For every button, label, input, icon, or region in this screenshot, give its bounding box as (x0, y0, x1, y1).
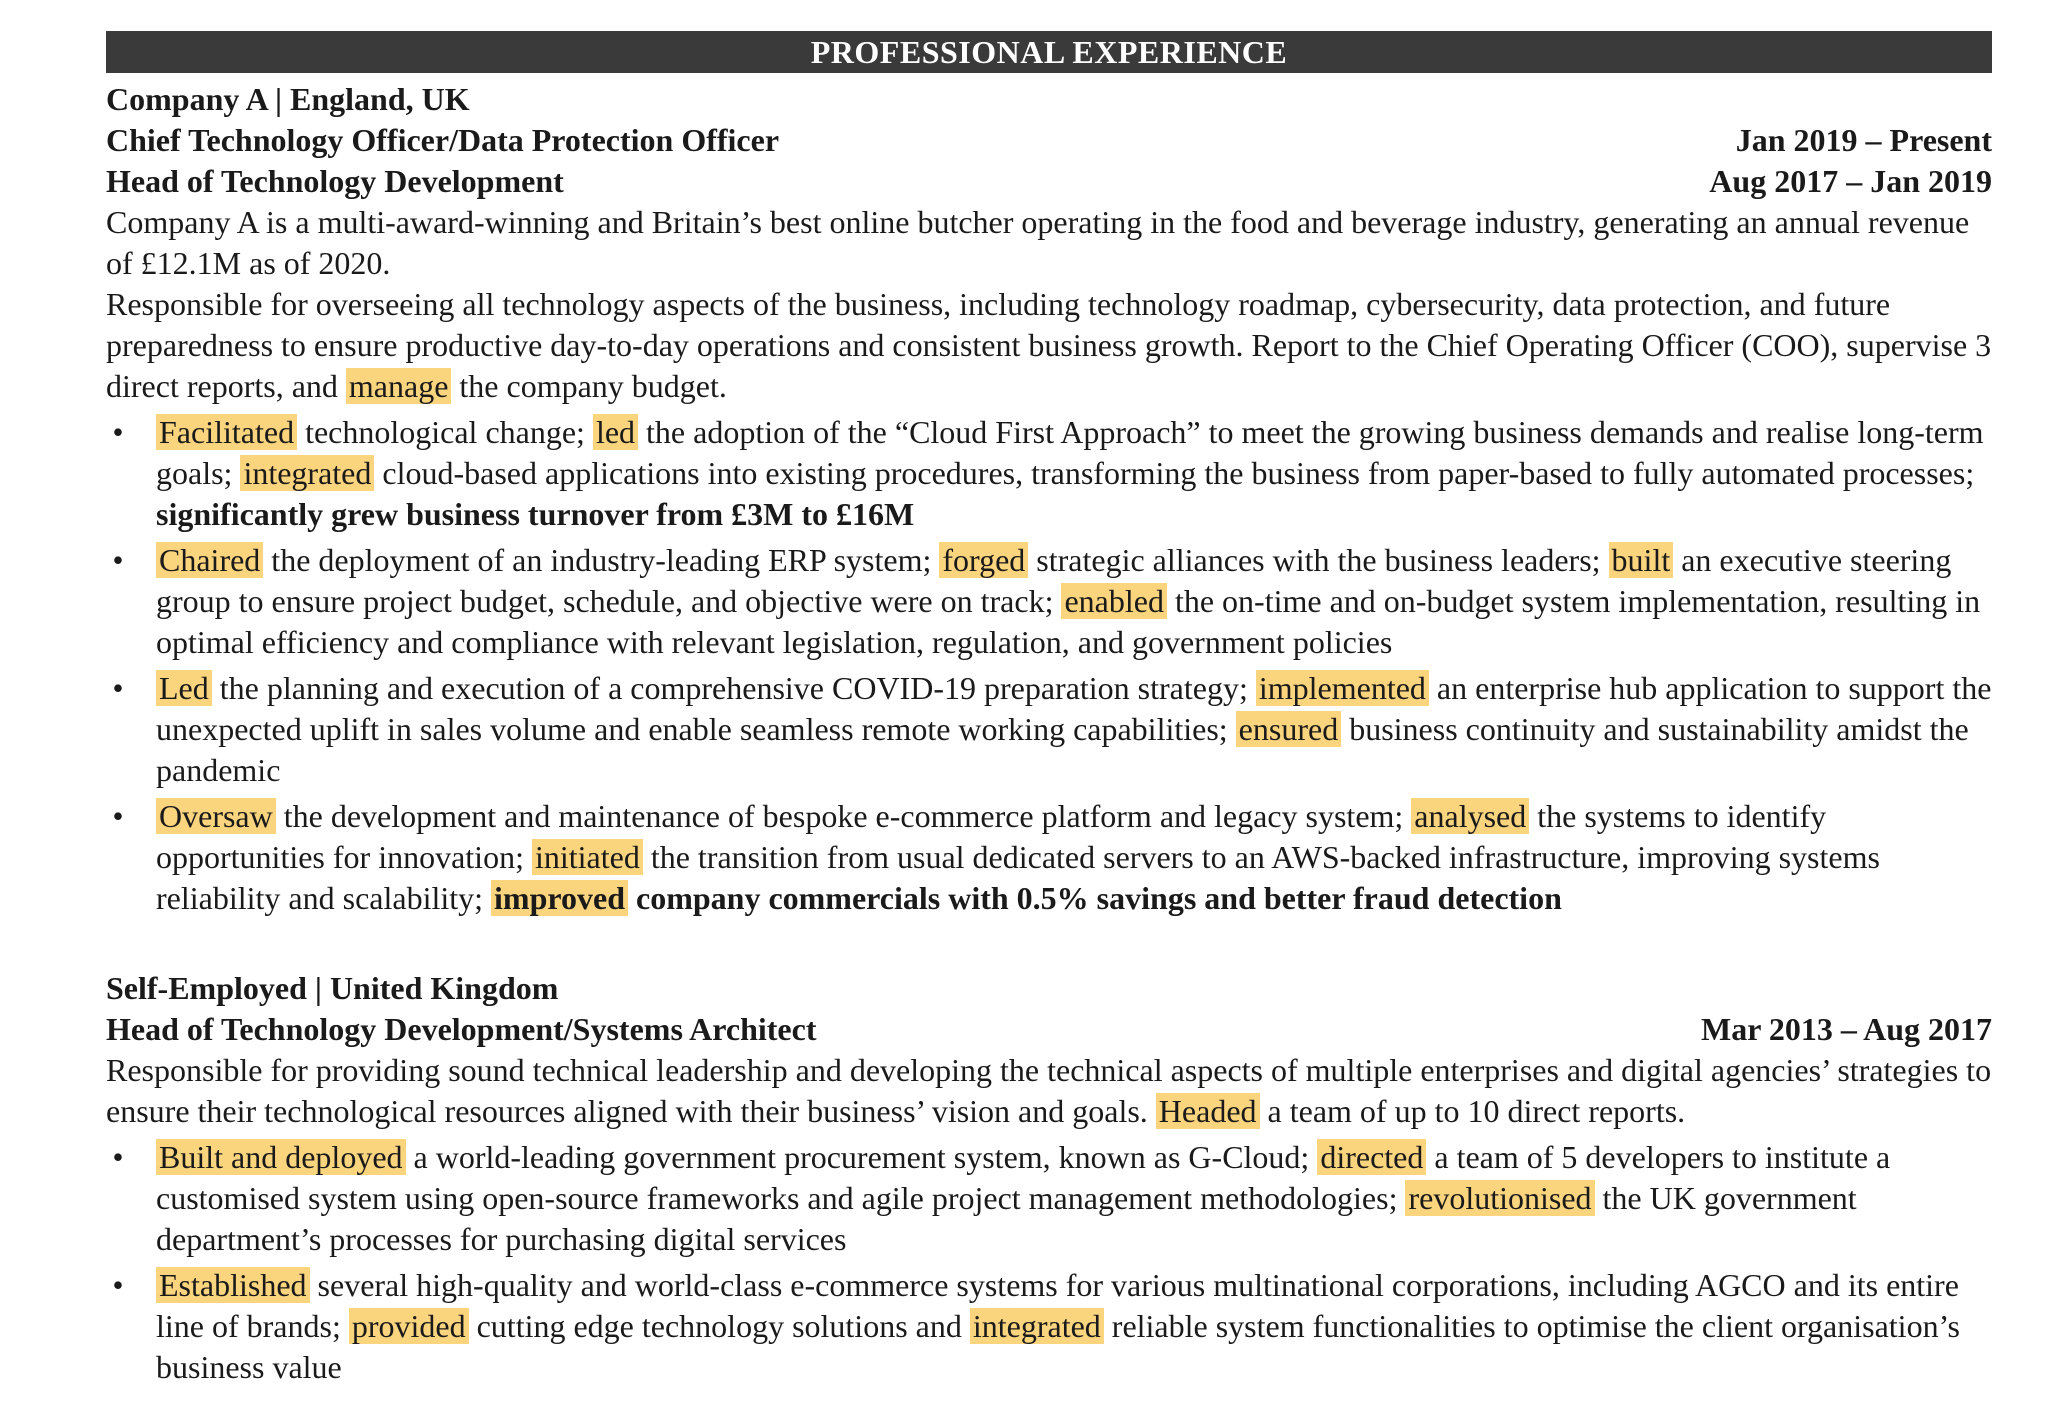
text-run: the systems to identify opportunities for innovation; (156, 798, 1827, 875)
text-run: technological change; (297, 414, 593, 450)
highlighted-verb: Oversaw (156, 798, 276, 834)
text-run: strategic alliances with the business leaders; (1028, 542, 1609, 578)
highlighted-verb: analysed (1411, 798, 1529, 834)
description-paragraph (106, 202, 1992, 284)
company-line: Self-Employed | United Kingdom (106, 970, 559, 1006)
text-run: reliable system functionalities to optimise the client organisation’s business value (156, 1308, 1960, 1385)
text-run: Company A is a multi-award-winning and Britain’s best online butcher operating in the food and beverage industry, generating an annual revenue of £12.1M as of 2020. (106, 204, 1970, 281)
role-dates: Aug 2017 – Jan 2019 (1709, 163, 1992, 199)
highlighted-verb: implemented (1256, 670, 1429, 706)
highlighted-verb: integrated (970, 1308, 1104, 1344)
achievement-list (106, 412, 1992, 919)
role-row (106, 1009, 1992, 1050)
achievement-item (106, 1137, 1992, 1260)
highlighted-verb: Facilitated (156, 414, 297, 450)
highlighted-verb: improved (491, 880, 628, 916)
bold-achievement: significantly grew business turnover from £3M to £16M (156, 496, 915, 532)
company-line: Company A | England, UK (106, 81, 470, 117)
role-title: Head of Technology Development/Systems Architect (106, 1011, 817, 1047)
bold-achievement: company commercials with 0.5% savings and better fraud detection (627, 880, 1562, 916)
achievement-item (106, 540, 1992, 663)
role-title: Head of Technology Development (106, 163, 564, 199)
bullet-icon: • (112, 798, 124, 834)
highlighted-verb: Led (156, 670, 212, 706)
highlighted-verb: built (1609, 542, 1674, 578)
text-run: a team of 5 developers to institute a customised system using open-source frameworks and agile project management methodologies; (156, 1139, 1891, 1216)
text-run: the transition from usual dedicated servers to an AWS-backed infrastructure, improving systems reliability and scalability; (156, 839, 1880, 916)
description-paragraph (106, 284, 1992, 407)
text-run: the company budget. (451, 368, 727, 404)
highlighted-verb: initiated (532, 839, 643, 875)
role-row (106, 120, 1992, 161)
text-run: Responsible for overseeing all technology aspects of the business, including technology roadmap, cybersecurity, data protection, and future preparedness to ensure productive day-to-day operations and consistent business growth. Report to the Chief Operating Officer (COO), supervise 3 direct reports, and (106, 286, 1992, 404)
text-run: Responsible for providing sound technical leadership and developing the technical aspects of multiple enterprises and digital agencies’ strategies to ensure their technological resources aligned with their business’ vision and goals. (106, 1052, 1992, 1129)
job-entry (106, 79, 1992, 919)
highlighted-verb: manage (346, 368, 452, 404)
bullet-icon: • (112, 670, 124, 706)
job-entry (106, 968, 1992, 1388)
highlighted-verb: led (593, 414, 638, 450)
role-row (106, 161, 1992, 202)
text-run: several high-quality and world-class e-commerce systems for various multinational corporations, including AGCO and its entire line of brands; (156, 1267, 1959, 1344)
description-paragraph (106, 1050, 1992, 1132)
section-title: PROFESSIONAL EXPERIENCE (106, 31, 1992, 73)
achievement-item (106, 1265, 1992, 1388)
bullet-icon: • (112, 1267, 124, 1303)
text-run: an executive steering group to ensure project budget, schedule, and objective were on track; (156, 542, 1952, 619)
highlighted-verb: provided (349, 1308, 469, 1344)
resume-page (106, 31, 1992, 1393)
role-dates: Mar 2013 – Aug 2017 (1701, 1011, 1992, 1047)
text-run: cloud-based applications into existing procedures, transforming the business from paper-based to fully automated processes; (374, 455, 1975, 491)
highlighted-verb: forged (939, 542, 1028, 578)
text-run: cutting edge technology solutions and (468, 1308, 970, 1344)
highlighted-verb: revolutionised (1405, 1180, 1594, 1216)
highlighted-verb: Built and deployed (156, 1139, 406, 1175)
section-gap (106, 924, 1992, 968)
role-dates: Jan 2019 – Present (1735, 122, 1992, 158)
text-run: the deployment of an industry-leading ERP system; (263, 542, 940, 578)
achievement-item (106, 668, 1992, 791)
text-run: the on-time and on-budget system implementation, resulting in optimal efficiency and compliance with relevant legislation, regulation, and government policies (156, 583, 1981, 660)
highlighted-verb: Established (156, 1267, 310, 1303)
text-run: a team of up to 10 direct reports. (1259, 1093, 1686, 1129)
text-run: the planning and execution of a comprehensive COVID-19 preparation strategy; (211, 670, 1256, 706)
achievement-list (106, 1137, 1992, 1388)
highlighted-verb: enabled (1061, 583, 1167, 619)
highlighted-verb: Chaired (156, 542, 263, 578)
bullet-icon: • (112, 542, 124, 578)
highlighted-verb: Headed (1156, 1093, 1260, 1129)
text-run: business continuity and sustainability amidst the pandemic (156, 711, 1969, 788)
role-title: Chief Technology Officer/Data Protection Officer (106, 122, 780, 158)
text-run: a world-leading government procurement system, known as G-Cloud; (405, 1139, 1318, 1175)
bullet-icon: • (112, 1139, 124, 1175)
text-run: the adoption of the “Cloud First Approach” to meet the growing business demands and realise long-term goals; (156, 414, 1984, 491)
jobs-list (106, 79, 1992, 1388)
achievement-item (106, 412, 1992, 535)
bullet-icon: • (112, 414, 124, 450)
text-run: the UK government department’s processes for purchasing digital services (156, 1180, 1857, 1257)
achievement-item (106, 796, 1992, 919)
text-run: an enterprise hub application to support the unexpected uplift in sales volume and enable seamless remote working capabilities; (156, 670, 1992, 747)
highlighted-verb: integrated (240, 455, 374, 491)
highlighted-verb: ensured (1236, 711, 1342, 747)
highlighted-verb: directed (1317, 1139, 1426, 1175)
text-run: the development and maintenance of bespoke e-commerce platform and legacy system; (275, 798, 1412, 834)
